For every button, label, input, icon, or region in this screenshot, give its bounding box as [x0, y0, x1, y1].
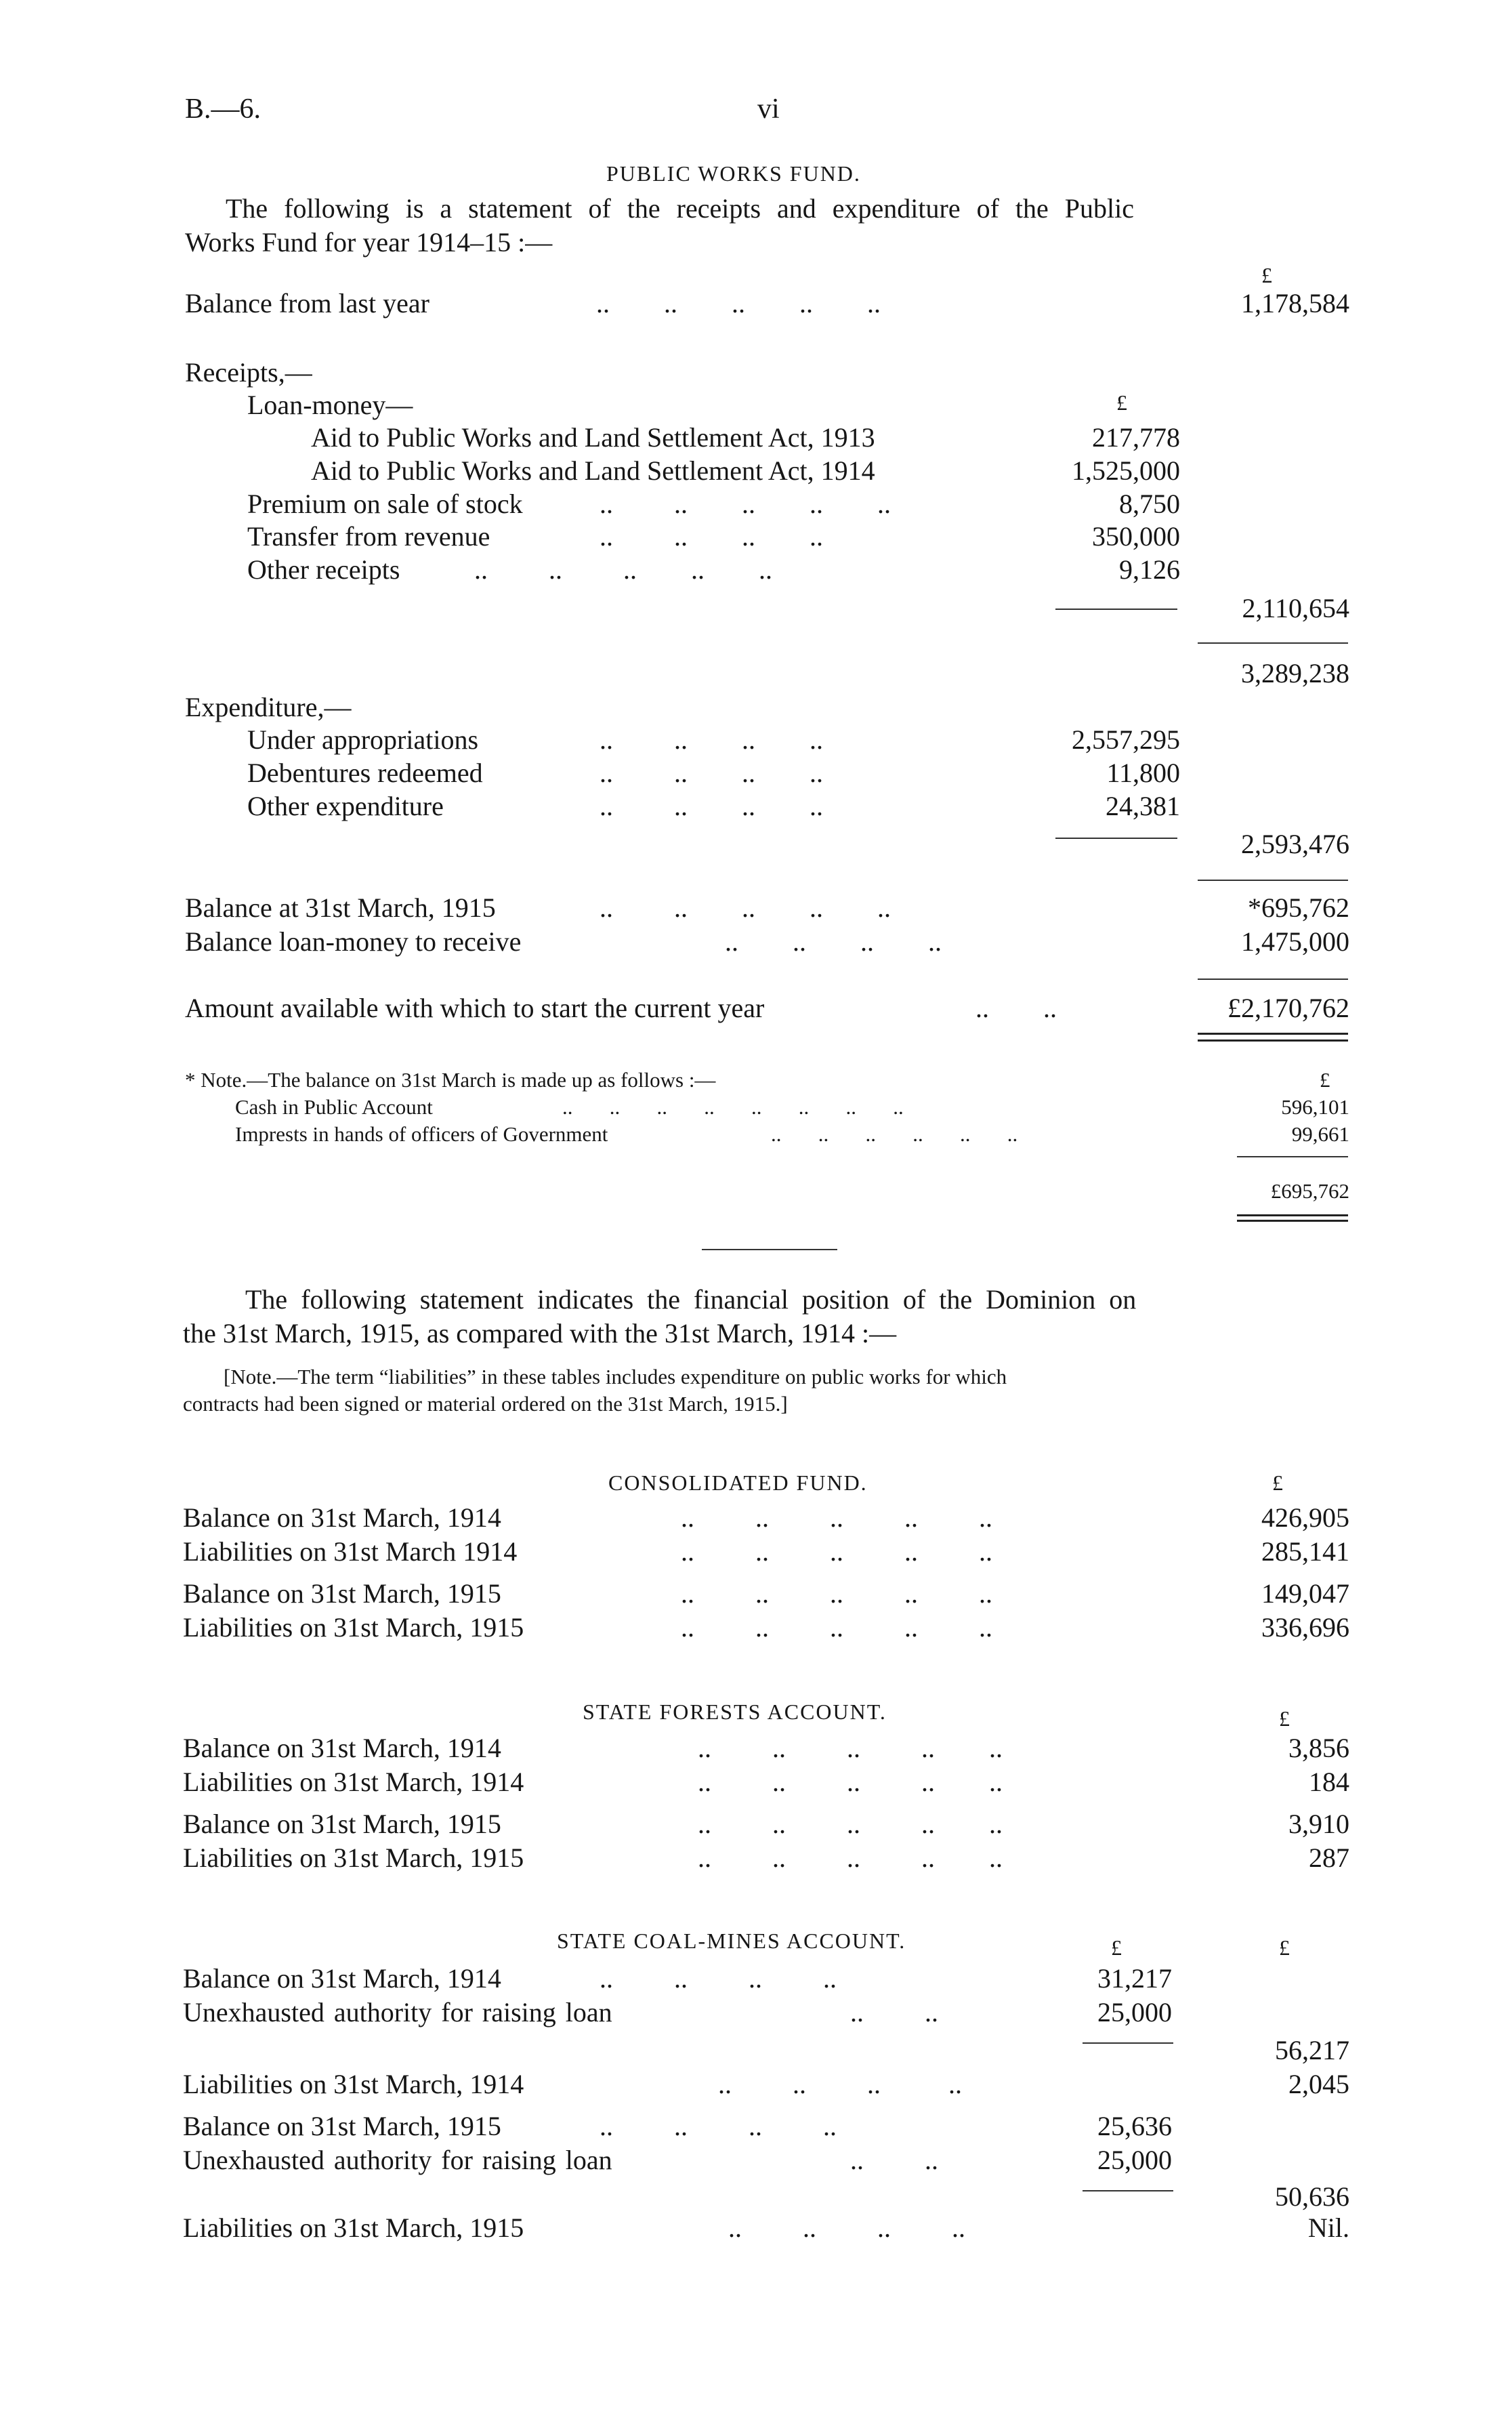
section-separator [702, 1249, 837, 1250]
loan-money-label: Loan-money— [247, 390, 413, 420]
double-rule [1198, 1039, 1348, 1042]
under-appropriations-label: Under appropriations [247, 724, 479, 755]
state-coal-mines-title: STATE COAL-MINES ACCOUNT. [557, 1929, 906, 1953]
leader-dots: .. .. .. .. .. [600, 892, 891, 923]
coal-liabilities-1914-label: Liabilities on 31st March, 1914 [183, 2069, 524, 2099]
grand-total: 3,289,238 [1241, 658, 1349, 688]
consolidated-row-label: Liabilities on 31st March, 1915 [183, 1612, 524, 1643]
coal-total-1914: 56,217 [1275, 2035, 1349, 2065]
coal-balance-1915-value: 25,636 [1097, 2111, 1172, 2141]
leader-dots: .. .. .. .. .. [698, 1842, 1003, 1873]
imprests-label: Imprests in hands of officers of Government [235, 1122, 608, 1146]
consolidated-row-value: 149,047 [1261, 1578, 1349, 1609]
double-rule [1237, 1220, 1348, 1222]
consolidated-row-value: 285,141 [1261, 1536, 1349, 1567]
forests-row-label: Liabilities on 31st March, 1914 [183, 1767, 524, 1797]
forests-row-label: Balance on 31st March, 1914 [183, 1733, 501, 1763]
amount-available-label: Amount available with which to start the current year [185, 993, 765, 1023]
leader-dots: .. .. .. .. [600, 521, 823, 552]
coal-unexhausted-1-label: Unexhausted authority for raising loan [183, 1997, 612, 2027]
leader-dots: .. .. [850, 1997, 938, 2027]
amount-available-value: £2,170,762 [1227, 993, 1349, 1023]
pound-sign: £ [1279, 1935, 1290, 1960]
leader-dots: .. .. .. .. .. [474, 554, 772, 585]
forests-row-value: 287 [1309, 1842, 1349, 1873]
aid-1913-value: 217,778 [1092, 422, 1180, 453]
transfer-value: 350,000 [1092, 521, 1180, 552]
document-reference: B.—6. [185, 94, 261, 125]
pound-sign: £ [1261, 263, 1272, 287]
other-expenditure-value: 24,381 [1106, 791, 1180, 821]
leader-dots: .. .. .. .. .. [681, 1536, 992, 1567]
consolidated-row-label: Balance on 31st March, 1914 [183, 1502, 501, 1533]
coal-liabilities-1914-value: 2,045 [1288, 2069, 1349, 2099]
receipts-heading: Receipts,— [185, 357, 312, 388]
under-appropriations-value: 2,557,295 [1072, 724, 1180, 755]
cash-value: 596,101 [1281, 1095, 1349, 1119]
imprests-value: 99,661 [1291, 1122, 1349, 1146]
leader-dots: .. .. .. .. .. [698, 1809, 1003, 1839]
coal-balance-1914-label: Balance on 31st March, 1914 [183, 1963, 501, 1994]
leader-dots: .. .. .. .. .. [600, 489, 891, 519]
leader-dots: .. .. .. .. [728, 2212, 965, 2243]
leader-dots: .. .. .. .. .. [596, 288, 881, 318]
note-heading: * Note.—The balance on 31st March is made up as follows :— [185, 1068, 716, 1092]
pound-sign: £ [1320, 1068, 1330, 1092]
rule [1083, 2190, 1173, 2191]
expenditure-total: 2,593,476 [1241, 829, 1349, 859]
coal-unexhausted-2-label: Unexhausted authority for raising loan [183, 2145, 612, 2175]
debentures-label: Debentures redeemed [247, 758, 483, 788]
leader-dots: .. .. .. .. [725, 926, 942, 957]
position-intro-line-2: the 31st March, 1915, as compared with the 31st March, 1914 :— [183, 1318, 897, 1348]
leader-dots: .. .. .. .. [718, 2069, 962, 2099]
leader-dots: .. .. .. .. [600, 1963, 837, 1994]
rule [1083, 2042, 1173, 2044]
coal-liabilities-1915-value: Nil. [1307, 2212, 1349, 2243]
leader-dots: .. .. .. .. [600, 758, 823, 788]
balance-31-march-value: *695,762 [1248, 892, 1349, 923]
leader-dots: .. .. .. .. .. .. .. .. [562, 1095, 904, 1119]
balance-last-year-value: 1,178,584 [1241, 288, 1349, 318]
rule [1198, 642, 1348, 644]
leader-dots: .. .. .. .. .. [681, 1578, 992, 1609]
liabilities-note-line-1: [Note.—The term “liabilities” in these tables includes expenditure on public works for which [224, 1365, 1007, 1388]
coal-total-1915: 50,636 [1275, 2181, 1349, 2212]
rule [1055, 838, 1177, 839]
position-intro-line-1: The following statement indicates the financial position of the Dominion on [245, 1284, 1137, 1315]
leader-dots: .. .. .. .. .. .. [771, 1122, 1018, 1146]
transfer-label: Transfer from revenue [247, 521, 490, 552]
liabilities-note-line-2: contracts had been signed or material ordered on the 31st March, 1915.] [183, 1392, 788, 1416]
leader-dots: .. .. .. .. .. [681, 1612, 992, 1643]
consolidated-fund-title: CONSOLIDATED FUND. [608, 1470, 868, 1495]
balance-last-year-label: Balance from last year [185, 288, 429, 318]
forests-row-label: Liabilities on 31st March, 1915 [183, 1842, 524, 1873]
expenditure-heading: Expenditure,— [185, 692, 352, 722]
premium-value: 8,750 [1119, 489, 1180, 519]
aid-1914-value: 1,525,000 [1072, 455, 1180, 486]
cash-label: Cash in Public Account [235, 1095, 433, 1119]
consolidated-row-value: 336,696 [1261, 1612, 1349, 1643]
leader-dots: .. .. .. .. .. [698, 1767, 1003, 1797]
consolidated-row-value: 426,905 [1261, 1502, 1349, 1533]
leader-dots: .. .. .. .. [600, 724, 823, 755]
double-rule [1198, 1033, 1348, 1035]
leader-dots: .. .. .. .. [600, 2111, 837, 2141]
pwf-intro-line-1: The following is a statement of the receipts and expenditure of the Public [226, 193, 1134, 224]
forests-row-label: Balance on 31st March, 1915 [183, 1809, 501, 1839]
note-total: £695,762 [1270, 1179, 1349, 1203]
public-works-fund-title: PUBLIC WORKS FUND. [606, 161, 861, 186]
balance-31-march-label: Balance at 31st March, 1915 [185, 892, 496, 923]
other-receipts-value: 9,126 [1119, 554, 1180, 585]
coal-balance-1915-label: Balance on 31st March, 1915 [183, 2111, 501, 2141]
coal-liabilities-1915-label: Liabilities on 31st March, 1915 [183, 2212, 524, 2243]
leader-dots: .. .. .. .. .. [698, 1733, 1003, 1763]
pound-sign: £ [1116, 390, 1127, 415]
loan-to-receive-value: 1,475,000 [1241, 926, 1349, 957]
coal-unexhausted-1-value: 25,000 [1097, 1997, 1172, 2027]
forests-row-value: 3,856 [1288, 1733, 1349, 1763]
receipts-total: 2,110,654 [1242, 593, 1349, 623]
leader-dots: .. .. .. .. .. [681, 1502, 992, 1533]
leader-dots: .. .. [850, 2145, 938, 2175]
pound-sign: £ [1279, 1706, 1290, 1731]
state-forests-title: STATE FORESTS ACCOUNT. [583, 1700, 887, 1724]
leader-dots: .. .. .. .. [600, 791, 823, 821]
forests-row-value: 184 [1309, 1767, 1349, 1797]
coal-balance-1914-value: 31,217 [1097, 1963, 1172, 1994]
pound-sign: £ [1272, 1470, 1283, 1495]
rule [1198, 979, 1348, 980]
page-number: vi [757, 94, 780, 125]
other-receipts-label: Other receipts [247, 554, 400, 585]
forests-row-value: 3,910 [1288, 1809, 1349, 1839]
other-expenditure-label: Other expenditure [247, 791, 444, 821]
aid-1913-label: Aid to Public Works and Land Settlement Act, 1913 [311, 422, 875, 453]
double-rule [1237, 1214, 1348, 1216]
aid-1914-label: Aid to Public Works and Land Settlement Act, 1914 [311, 455, 875, 486]
pound-sign: £ [1111, 1935, 1122, 1960]
consolidated-row-label: Liabilities on 31st March 1914 [183, 1536, 518, 1567]
premium-label: Premium on sale of stock [247, 489, 523, 519]
loan-to-receive-label: Balance loan-money to receive [185, 926, 522, 957]
coal-unexhausted-2-value: 25,000 [1097, 2145, 1172, 2175]
rule [1237, 1156, 1348, 1157]
rule [1198, 880, 1348, 881]
pwf-intro-line-2: Works Fund for year 1914–15 :— [185, 227, 553, 258]
rule [1055, 609, 1177, 610]
debentures-value: 11,800 [1106, 758, 1180, 788]
leader-dots: .. .. [975, 993, 1057, 1023]
consolidated-row-label: Balance on 31st March, 1915 [183, 1578, 501, 1609]
